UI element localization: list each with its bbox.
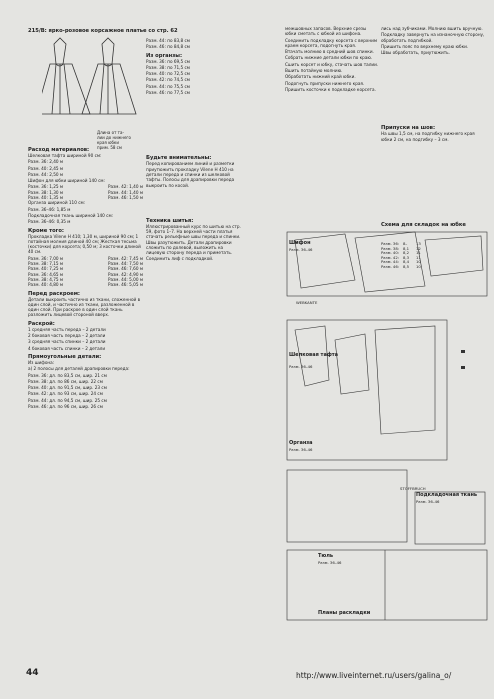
caption-line: лии до нижнего <box>97 135 131 140</box>
tulle-cell: Разм. 40: 1,35 м <box>28 195 64 201</box>
col2-size: Разм. 42: по 74,5 см <box>146 77 190 83</box>
col4-line: лись над зубчиками. Молнию вшить вручную. <box>381 26 483 31</box>
also-cell: Разм. 44: 7,50 м <box>107 261 143 267</box>
lining-label: Подкладочная ткань <box>416 492 478 498</box>
pleat-cell: Разм. 38: <box>381 245 400 251</box>
col3-line: Подогнуть припуски нижнего края. <box>285 80 365 86</box>
header-title: 215/В: ярко-розовое корсажное платье со стр. 62 <box>28 28 178 34</box>
col4-line: Швы обработать, приутюжить. <box>381 50 450 56</box>
tulle-cell: Разм. 44: 1,40 м <box>107 189 143 195</box>
pleat-cell: Разм. 36: <box>381 241 400 246</box>
tech-text: Иллюстрированный курс по шитью на стр. 59, фото 1–7. На верхней части платья стачать рельефные швы переда и спинки. Швы разутюжить. Детали драпировки сложить по долевой, выложить на лицевую сторону переда и приметать. Соединить лиф с подкладкой. <box>146 223 241 261</box>
col2-size: Разм. 38: по 71,5 см <box>146 64 190 70</box>
dress-sketch <box>42 34 137 124</box>
col2-size: Разм. 40: по 72,5 см <box>146 71 190 77</box>
organza-intro: Органза шириной 110 см: <box>28 200 86 206</box>
materials-size: Разм. 40: 2,45 м <box>28 165 64 171</box>
rect-item: Разм. 46: дл. по 96 см, шир. 26 см <box>28 403 103 409</box>
extra-cell: Разм. 42: 4,90 м <box>107 271 143 277</box>
col2-size: Разм. 36: по 69,5 см <box>146 58 190 64</box>
webkante-label: WEBKANTE <box>296 300 318 305</box>
pleat-cell: 12 <box>416 245 421 251</box>
organza-layout <box>287 470 407 542</box>
col2-size: Разм. 46: по 77,5 см <box>146 90 190 96</box>
rect-item: а) 2 полосы для деталей драпировки переда: <box>28 366 130 372</box>
fold-label: STOFFBRUCH <box>400 486 426 491</box>
tulle-layout <box>287 550 487 620</box>
pleat-cell: Разм. 42: <box>381 254 400 260</box>
pleat-cell: 13 <box>416 241 421 246</box>
tulle-cell: Разм. 42: 1,40 м <box>107 184 143 190</box>
pleat-cell: Разм. 46: <box>381 263 400 269</box>
cutting2-line: 3 средняя часть спинки – 2 детали <box>28 339 106 345</box>
plans-label: Планы раскладки <box>318 610 371 616</box>
rect-item: Разм. 38: дл. по 86 см, шир. 22 см <box>28 378 103 384</box>
lining-intro: Подкладочная ткань шириной 140 см: <box>28 212 114 218</box>
materials-size: Разм. 44: 2,50 м <box>28 171 64 177</box>
col2-size: Разм. 44: по 75,5 см <box>146 83 190 89</box>
col2-organza: Из органзы: <box>146 52 183 59</box>
organza-label: Органза <box>289 440 313 446</box>
column-1 <box>28 144 143 410</box>
allowance-heading: Припуски на шов: <box>381 125 436 132</box>
cutting2-heading: Раскрой: <box>28 320 55 327</box>
rect-item: Разм. 36: дл. по 83,5 см, шир. 21 см <box>28 372 107 378</box>
tech-heading: Техника шитья: <box>146 217 194 224</box>
pleat-cell: 8,2 <box>403 250 410 256</box>
rect-item: Разм. 40: дл. по 91,5 см, шир. 23 см <box>28 385 107 391</box>
col3-line: Собрать нижние детали юбки по краю. <box>285 55 373 61</box>
extra-cell: Разм. 40: 4,80 м <box>28 282 64 288</box>
extra-cell: Разм. 36: 4,65 м <box>28 271 64 277</box>
extra-cell: Разм. 44: 5,00 м <box>107 276 143 282</box>
tulle-label: Тюль <box>318 553 334 559</box>
column-2 <box>146 38 243 262</box>
caption-line: прим. 58 см <box>97 145 122 150</box>
column-4 <box>381 26 486 143</box>
col3-line: Обработать нижний край юбки. <box>285 74 356 80</box>
rect-item: Разм. 44: дл. по 94,5 см, шир. 25 см <box>28 397 107 403</box>
also-heading: Кроме того: <box>28 227 65 234</box>
also-cell: Разм. 36: 7,00 м <box>28 255 64 261</box>
rect-sub: Из шифона: <box>28 359 55 365</box>
cutting2-line: 2 боковая часть переда – 2 детали <box>28 333 106 339</box>
column-3 <box>285 26 379 93</box>
extra-row <box>28 282 143 287</box>
col4-line: Пришить пояс по верхнему краю юбки. <box>381 43 469 49</box>
also-cell: Разм. 42: 7,45 м <box>107 255 143 261</box>
chiffon-layout <box>287 232 487 296</box>
allowance-text: На швы 1,5 см, на подгибку нижнего края юбки 2 см, на подгибку – 3 см. <box>381 131 475 142</box>
pleat-cell: 8,5 <box>403 263 410 269</box>
cutting-heading: Перед раскроем: <box>28 290 81 297</box>
col3-line: Втачать молнию в средний шов спинки. <box>285 49 374 55</box>
organza-size: Разм. 36–46: 1,85 м <box>28 206 71 212</box>
chiffon-label: Шифон <box>289 240 311 246</box>
extra-cell: Разм. 38: 4,75 м <box>28 276 64 282</box>
also-cell: Разм. 46: 7,60 м <box>107 266 143 272</box>
also-cell: Разм. 38: 7,15 м <box>28 261 64 267</box>
silk-label: Шелковая тафта <box>289 352 339 358</box>
organza-sizes: Разм. 36–46 <box>289 447 313 452</box>
cutting2-line: 4 боковая часть спинки – 2 детали <box>28 345 106 351</box>
also-text: Прокладка Vilene H 410; 1,30 м, шириной 90 см; 1 потайная молния длиной 40 см; Жесткая тесьма (косточки) для корсета; 0,50 м; 3 косточки длиной 40 см. <box>28 233 141 255</box>
tulle-cell: Разм. 38: 1,30 м <box>28 189 64 195</box>
col4-line: Подкладку завернуть на изнаночную сторону, обработать подгибкой. <box>381 32 485 43</box>
silk-sizes: Разм. 36–46 <box>289 364 313 369</box>
lining-sizes: Разм. 36–46 <box>416 499 440 504</box>
lining-size: Разм. 36–46: 0,35 м <box>28 219 71 225</box>
pleat-cell: 10 <box>416 263 421 269</box>
caption-line: края юбки <box>97 140 119 145</box>
pleat-cell: 11 <box>416 250 421 256</box>
materials-heading: Расход материалов: <box>28 147 90 153</box>
tulle-sizes: Разм. 36–46 <box>318 560 342 565</box>
pleat-cell: 8,3 <box>403 254 410 260</box>
attention-heading: Будьте внимательны: <box>146 155 212 162</box>
attention-text: Перед копированием линий и разметки приутюжить прокладку Vilene H 410 на детали переда и спинки из шелковой тафты. Полосы для драпировки переда выкроить по косой. <box>146 161 235 188</box>
pleat-cell: 8– <box>403 241 408 246</box>
source-url: http://www.liveinternet.ru/users/galina_o/ <box>296 671 452 680</box>
col3-line: межшовных запасов. Верхние срезы юбки сметать с юбкой из шифона. <box>285 26 367 37</box>
col3-line: Вшить потайную молнию. <box>285 68 343 74</box>
materials-intro: Шелковая тафта шириной 90 см: <box>28 153 102 158</box>
materials-size: Разм. 36: 2,40 м <box>28 159 64 165</box>
col2-top: Разм. 44: по 83,8 см <box>146 38 190 43</box>
col2-top: Разм. 46: по 84,8 см <box>146 44 190 50</box>
pleat-cell: Разм. 44: <box>381 259 400 265</box>
rect-heading: Прямоугольные детали: <box>28 353 102 360</box>
layout-diagrams <box>285 230 491 630</box>
extra-cell: Разм. 46: 5,05 м <box>107 282 143 288</box>
chiffon-sizes: Разм. 36–46 <box>289 247 313 252</box>
pleat-cell: 8,4 <box>403 259 410 265</box>
tulle-cell: Разм. 46: 1,50 м <box>107 195 143 201</box>
page-number: 44 <box>26 668 39 678</box>
pleat-cell: 10 <box>416 259 421 265</box>
rect-item: Разм. 42: дл. по 93 см, шир. 24 см <box>28 391 103 397</box>
col3-line: Сшить корсет и юбку, стачать шов талии. <box>285 61 379 67</box>
col3-line: Соединить подкладку корсета с верхним краем корсета, подогнуть края. <box>285 37 377 48</box>
cutting2-line: 1 средняя часть переда – 2 детали <box>28 326 106 332</box>
scheme-title: Схема для складок на юбке <box>381 222 466 228</box>
tulle-intro: Шифон для юбки шириной 140 см: <box>28 178 106 184</box>
pleat-cell: 8,1 <box>403 245 410 251</box>
col3-line: Пришить косточки к подкладке корсета. <box>285 86 376 92</box>
also-cell: Разм. 40: 7,25 м <box>28 266 64 272</box>
cutting-text: Детали выкроить частично из ткани, сложенной в один слой, и частично из ткани, разложенной в один слой. При раскрое в один слой ткань разложить лицевой стороной вверх. <box>28 296 141 318</box>
tulle-cell: Разм. 36: 1,25 м <box>28 184 64 190</box>
pleat-cell: Разм. 40: <box>381 250 400 256</box>
pleat-cell: 11 <box>416 254 421 260</box>
caption-line: Длина от та- <box>97 130 124 135</box>
